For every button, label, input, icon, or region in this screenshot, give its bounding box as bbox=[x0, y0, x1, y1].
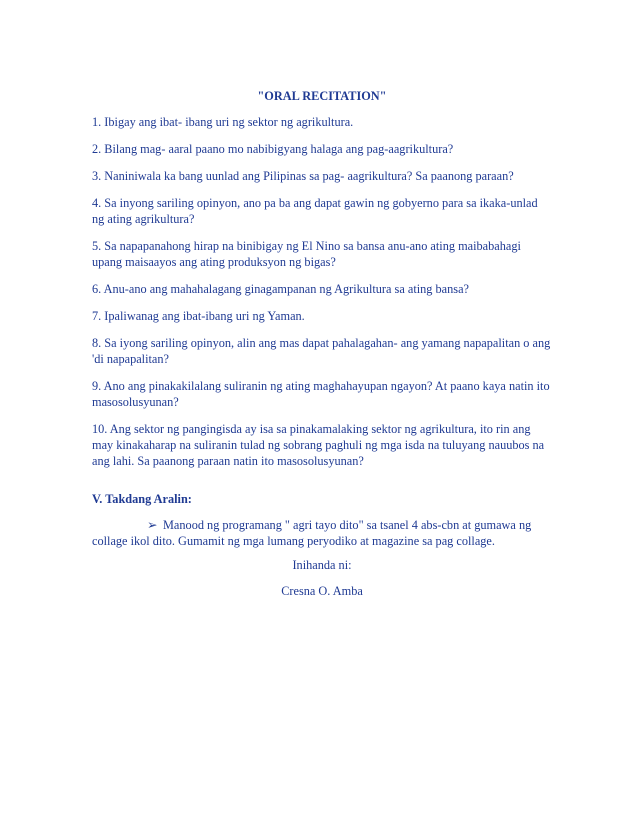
task-paragraph bbox=[92, 517, 552, 549]
question-8: 8. Sa iyong sariling opinyon, alin ang mas dapat pahalagahan- ang yamang napapalitan o ang 'di napapalitan? bbox=[92, 336, 551, 366]
section-heading: V. Takdang Aralin: bbox=[92, 492, 192, 506]
question-3: 3. Naniniwala ka bang uunlad ang Pilipinas sa pag- aagrikultura? Sa paanong paraan? bbox=[92, 169, 514, 183]
question-10: 10. Ang sektor ng pangingisda ay isa sa pinakamalaking sektor ng agrikultura, ito rin ang may kinakaharap na suliranin tulad ng sobrang paghuli ng mga isda na tuluyang nauubos na ang lahi. Sa paanong paraan natin ito masosolusyunan? bbox=[92, 422, 545, 468]
author-name: Cresna O. Amba bbox=[281, 584, 363, 598]
arrow-bullet-icon: ➢ bbox=[147, 518, 158, 532]
task-text: Manood ng programang " agri tayo dito" sa tsanel 4 abs-cbn at gumawa ng collage ikol dito. Gumamit ng mga lumang peryodiko at magazine sa pag collage. bbox=[92, 518, 532, 548]
prepared-by-label: Inihanda ni: bbox=[292, 558, 352, 572]
question-1: 1. Ibigay ang ibat- ibang uri ng sektor ng agrikultura. bbox=[92, 115, 354, 129]
question-4: 4. Sa inyong sariling opinyon, ano pa ba ang dapat gawin ng gobyerno para sa ikaka-unlad ng ating agrikultura? bbox=[92, 196, 538, 226]
document-page bbox=[92, 88, 552, 599]
question-9: 9. Ano ang pinakakilalang suliranin ng ating maghahayupan ngayon? At paano kaya natin ito masosolusyunan? bbox=[92, 379, 550, 409]
question-7: 7. Ipaliwanag ang ibat-ibang uri ng Yaman. bbox=[92, 309, 305, 323]
question-6: 6. Anu-ano ang mahahalagang ginagampanan ng Agrikultura sa ating bansa? bbox=[92, 282, 469, 296]
question-2: 2. Bilang mag- aaral paano mo nabibigyang halaga ang pag-aagrikultura? bbox=[92, 142, 454, 156]
question-5: 5. Sa napapanahong hirap na binibigay ng El Nino sa bansa anu-ano ating maibabahagi upang maisaayos ang ating produksyon ng bigas? bbox=[92, 239, 521, 269]
document-title: "ORAL RECITATION" bbox=[257, 89, 387, 103]
